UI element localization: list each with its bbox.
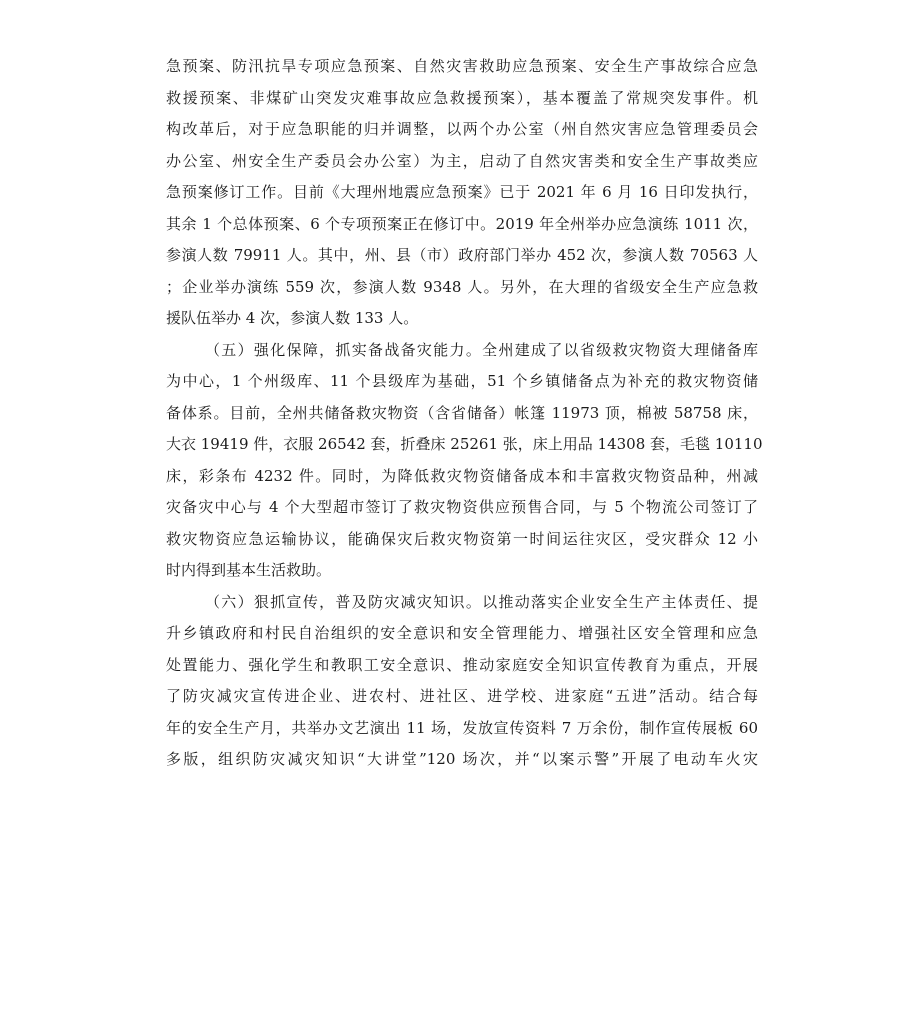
text-line: 办公室、州安全生产委员会办公室）为主，启动了自然灾害类和安全生产事故类应 bbox=[166, 151, 758, 170]
text-line: ；企业举办演练 559 次，参演人数 9348 人。另外，在大理的省级安全生产应急救 bbox=[166, 277, 758, 296]
text-line: 参演人数 79911 人。其中，州、县（市）政府部门举办 452 次，参演人数 70563 人 bbox=[166, 246, 758, 264]
document-body bbox=[166, 51, 763, 776]
text-line: 急预案修订工作。目前《大理州地震应急预案》已于 2021 年 6 月 16 日印发执行， bbox=[166, 183, 758, 201]
text-line: 为中心，1 个州级库、11 个县级库为基础，51 个乡镇储备点为补充的救灾物资储 bbox=[166, 372, 758, 390]
section-heading-line: （五）强化保障，抓实备战备灾能力。全州建成了以省级救灾物资大理储备库 bbox=[205, 340, 758, 359]
text-line: 年的安全生产月，共举办文艺演出 11 场，发放宣传资料 7 万余份，制作宣传展板 60 bbox=[166, 718, 758, 737]
section-heading-line: （六）狠抓宣传，普及防灾减灾知识。以推动落实企业安全生产主体责任、提 bbox=[205, 592, 758, 611]
text-line: 升乡镇政府和村民自治组织的安全意识和安全管理能力、增强社区安全管理和应急 bbox=[166, 624, 758, 642]
text-line: 急预案、防汛抗旱专项应急预案、自然灾害救助应急预案、安全生产事故综合应急 bbox=[166, 57, 758, 75]
text-line: 救灾物资应急运输协议，能确保灾后救灾物资第一时间运往灾区，受灾群众 12 小 bbox=[166, 529, 758, 548]
text-line: 援队伍举办 4 次，参演人数 133 人。 bbox=[166, 309, 419, 327]
text-line: 构改革后，对于应急职能的归并调整，以两个办公室（州自然灾害应急管理委员会 bbox=[166, 120, 758, 138]
text-line: 救援预案、非煤矿山突发灾难事故应急救援预案），基本覆盖了常规突发事件。机 bbox=[166, 88, 758, 107]
text-line: 备体系。目前，全州共储备救灾物资（含省储备）帐篷 11973 顶，棉被 58758 床， bbox=[166, 403, 758, 422]
text-line: 灾备灾中心与 4 个大型超市签订了救灾物资供应预售合同，与 5 个物流公司签订了 bbox=[166, 498, 758, 516]
text-line: 多版，组织防灾减灾知识“大讲堂”120 场次，并“以案示警”开展了电动车火灾 bbox=[166, 750, 758, 768]
text-line: 大衣 19419 件，衣服 26542 套，折叠床 25261 张，床上用品 14308 套，毛毯 10110 bbox=[166, 435, 763, 453]
text-line: 时内得到基本生活救助。 bbox=[166, 561, 332, 579]
text-line: 床，彩条布 4232 件。同时，为降低救灾物资储备成本和丰富救灾物资品种，州减 bbox=[166, 466, 758, 485]
text-line: 处置能力、强化学生和教职工安全意识、推动家庭安全知识宣传教育为重点，开展 bbox=[166, 655, 758, 674]
text-line: 其余 1 个总体预案、6 个专项预案正在修订中。2019 年全州举办应急演练 1011 次， bbox=[166, 214, 758, 233]
text-line: 了防灾减灾宣传进企业、进农村、进社区、进学校、进家庭“五进”活动。结合每 bbox=[166, 687, 758, 705]
